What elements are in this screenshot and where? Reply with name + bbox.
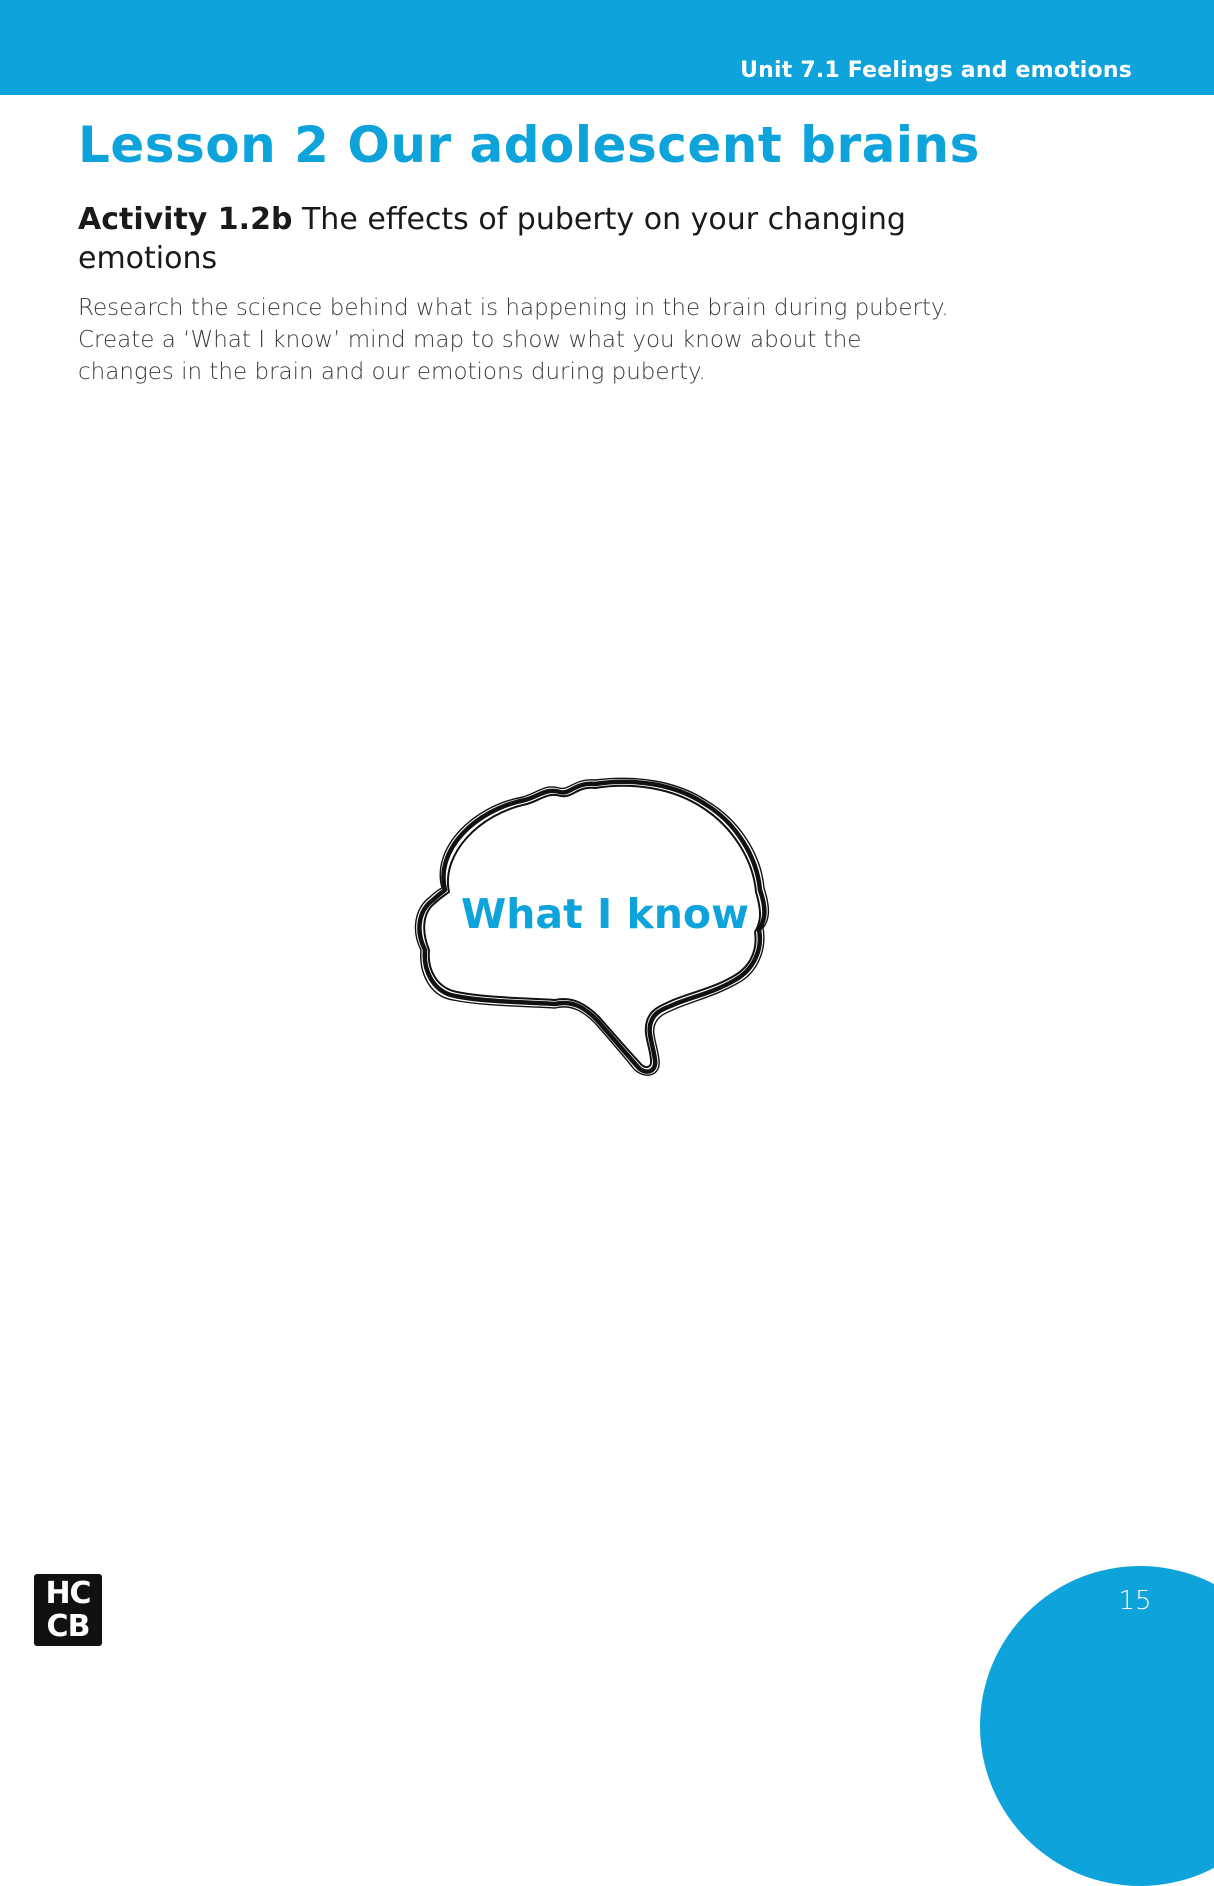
header-band [0,0,1214,95]
page-number: 15 [1118,1586,1152,1616]
instruction-line: Research the science behind what is happening in the brain during puberty. [78,295,949,321]
activity-instructions [78,292,978,388]
publisher-logo [34,1574,102,1646]
logo-bottom-text: CB [46,1609,90,1644]
activity-number: Activity 1.2b [78,202,293,237]
activity-heading [78,200,978,278]
activity-title: The effects of puberty on your changing emotions [78,202,906,276]
instruction-line: Create a ‘What I know’ mind map to show what you know about the [78,327,862,353]
instruction-line: changes in the brain and our emotions during puberty. [78,359,706,385]
logo-top-text: HC [45,1576,91,1611]
mind-map-label: What I know [461,890,749,938]
unit-label: Unit 7.1 Feelings and emotions [740,58,1132,83]
lesson-title: Lesson 2 Our adolescent brains [78,116,980,174]
page-number-circle [980,1566,1214,1886]
mind-map-bubble [405,770,805,1100]
